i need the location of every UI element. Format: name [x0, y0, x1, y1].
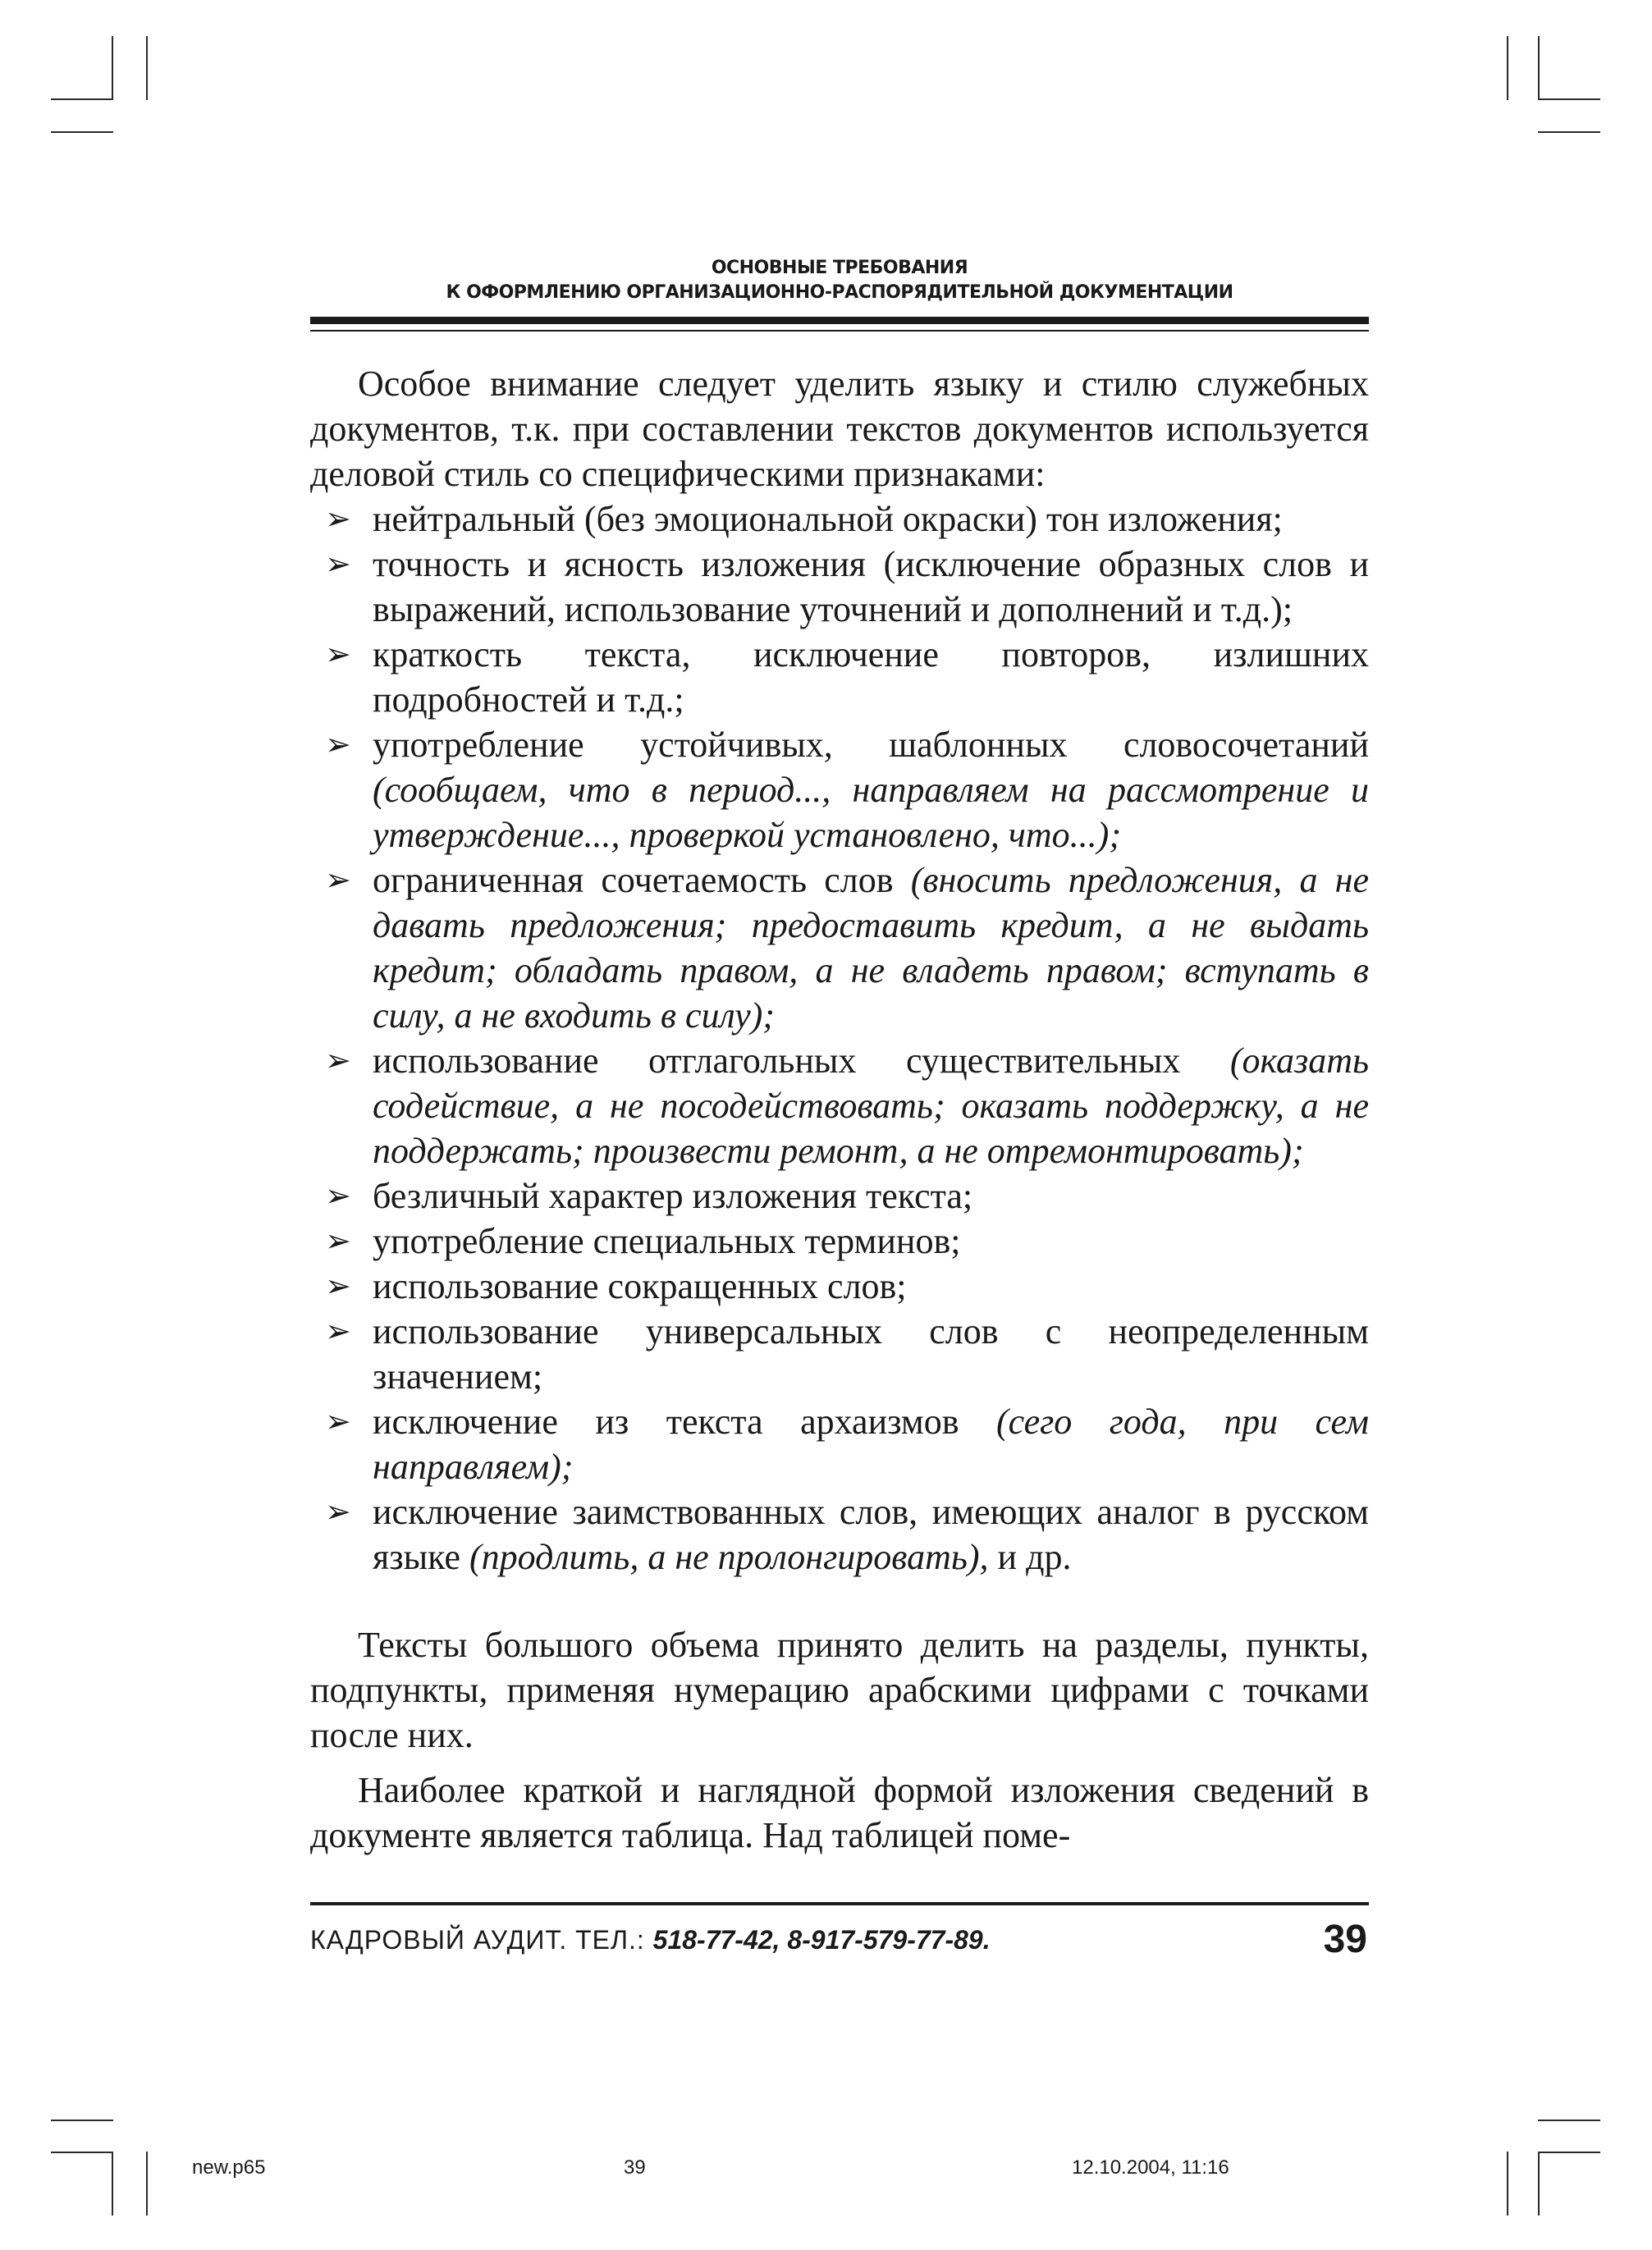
list-item-text: нейтральный (без эмоциональной окраски) тон изложения;	[373, 499, 1283, 539]
list-item-text: употребление специальных терминов;	[373, 1221, 961, 1261]
list-item	[310, 1219, 1369, 1264]
list-item-text: исключение из текста архаизмов	[373, 1402, 959, 1442]
list-item	[310, 1399, 1369, 1489]
list-item-text: краткость текста, исключение повторов, излишних подробностей и т.д.;	[373, 634, 1369, 720]
crop-mark	[1538, 131, 1600, 133]
crop-mark	[51, 98, 113, 100]
crop-mark	[1507, 36, 1508, 100]
slug-page: 39	[624, 2156, 646, 2179]
list-item-examples: (сего года, при сем направляем);	[373, 1402, 1370, 1487]
arrow-bullet-icon: ➢	[325, 726, 351, 762]
list-item	[310, 632, 1369, 722]
sections-paragraph: Тексты большого объема принято делить на разделы, пункты, подпункты, применяя нумерацию арабскими цифрами с точками после них.	[310, 1625, 1369, 1755]
crop-mark	[1538, 36, 1540, 100]
crop-mark	[1538, 2152, 1540, 2216]
list-item-text: использование универсальных слов с неопределенным значением;	[373, 1311, 1369, 1397]
intro-paragraph: Особое внимание следует уделить языку и стилю служебных документов, т.к. при составлении текстов документов используется деловой стиль со специфическими признаками:	[310, 364, 1369, 494]
arrow-bullet-icon: ➢	[325, 501, 351, 537]
list-item	[310, 1309, 1369, 1399]
arrow-bullet-icon: ➢	[325, 862, 351, 898]
crop-mark	[112, 36, 113, 100]
list-item	[310, 722, 1369, 857]
arrow-bullet-icon: ➢	[325, 1042, 351, 1078]
header-rule-thin	[310, 330, 1369, 332]
footer-label: КАДРОВЫЙ АУДИТ. ТЕЛ.:	[310, 1925, 653, 1955]
list-item-text: использование сокращенных слов;	[373, 1266, 907, 1306]
crop-mark	[1538, 98, 1600, 100]
crop-mark	[1538, 2120, 1600, 2121]
footer-contact	[310, 1925, 991, 1955]
header-rule-thick	[310, 317, 1369, 324]
header-line-2: К ОФОРМЛЕНИЮ ОРГАНИЗАЦИОННО-РАСПОРЯДИТЕЛЬНОЙ ДОКУМЕНТАЦИИ	[446, 282, 1233, 303]
list-item-examples: (сообщаем, что в период..., направляем на рассмотрение и утверждение..., проверкой установлено, что...);	[373, 770, 1369, 855]
list-item	[310, 1264, 1369, 1309]
list-item	[310, 496, 1369, 542]
list-item-text: употребление устойчивых, шаблонных словосочетаний	[373, 725, 1369, 765]
slug-datetime: 12.10.2004, 11:16	[1072, 2156, 1229, 2179]
list-item-examples: (оказать содействие, а не посодействовать; оказать поддержку, а не поддержать; произвести ремонт, а не отремонтировать);	[373, 1040, 1370, 1171]
page-footer	[310, 1917, 1369, 1966]
crop-mark	[146, 2152, 148, 2216]
list-item-examples: (вносить предложения, а не давать предложения; предоставить кредит, а не выдать кредит; обладать правом, а не владеть правом; вступать в силу, а не входить в силу);	[373, 860, 1370, 1036]
footer-rule	[310, 1902, 1369, 1905]
header-line-1: ОСНОВНЫЕ ТРЕБОВАНИЯ	[711, 258, 968, 278]
list-item-text: безличный характер изложения текста;	[373, 1176, 973, 1216]
list-item	[310, 1173, 1369, 1219]
running-header	[310, 256, 1369, 305]
crop-mark	[51, 2120, 113, 2121]
page-number: 39	[1323, 1918, 1367, 1961]
list-item	[310, 542, 1369, 632]
table-paragraph: Наиболее краткой и наглядной формой изложения сведений в документе является таблица. Над таблицей поме-	[310, 1770, 1369, 1855]
footer-phones: 518-77-42, 8-917-579-77-89.	[652, 1925, 991, 1955]
crop-mark	[112, 2152, 113, 2216]
arrow-bullet-icon: ➢	[325, 1223, 351, 1259]
slug-filename: new.p65	[192, 2156, 266, 2179]
crop-mark	[146, 36, 148, 100]
crop-mark	[1507, 2152, 1508, 2216]
list-item	[310, 857, 1369, 1038]
arrow-bullet-icon: ➢	[325, 1268, 351, 1304]
arrow-bullet-icon: ➢	[325, 1403, 351, 1439]
list-item-tail: и др.	[997, 1537, 1072, 1577]
crop-mark	[51, 131, 113, 133]
arrow-bullet-icon: ➢	[325, 546, 351, 582]
arrow-bullet-icon: ➢	[325, 1493, 351, 1530]
list-item	[310, 1038, 1369, 1173]
arrow-bullet-icon: ➢	[325, 636, 351, 672]
crop-mark	[51, 2152, 113, 2153]
arrow-bullet-icon: ➢	[325, 1178, 351, 1214]
list-item-text: ограниченная сочетаемость слов	[373, 860, 894, 900]
list-item-text: точность и ясность изложения (исключение образных слов и выражений, использование уточнений и дополнений и т.д.);	[373, 544, 1369, 629]
crop-mark	[1538, 2152, 1600, 2153]
arrow-bullet-icon: ➢	[325, 1313, 351, 1349]
style-features-list	[310, 496, 1369, 1580]
list-item-text: исключение заимствованных слов, имеющих аналог в русском языке	[373, 1492, 1369, 1577]
page-body	[310, 361, 1369, 1858]
list-item	[310, 1489, 1369, 1580]
list-item-text: использование отглагольных существительных	[373, 1040, 1181, 1081]
list-item-examples: (продлить, а не пролонгировать),	[469, 1537, 989, 1577]
